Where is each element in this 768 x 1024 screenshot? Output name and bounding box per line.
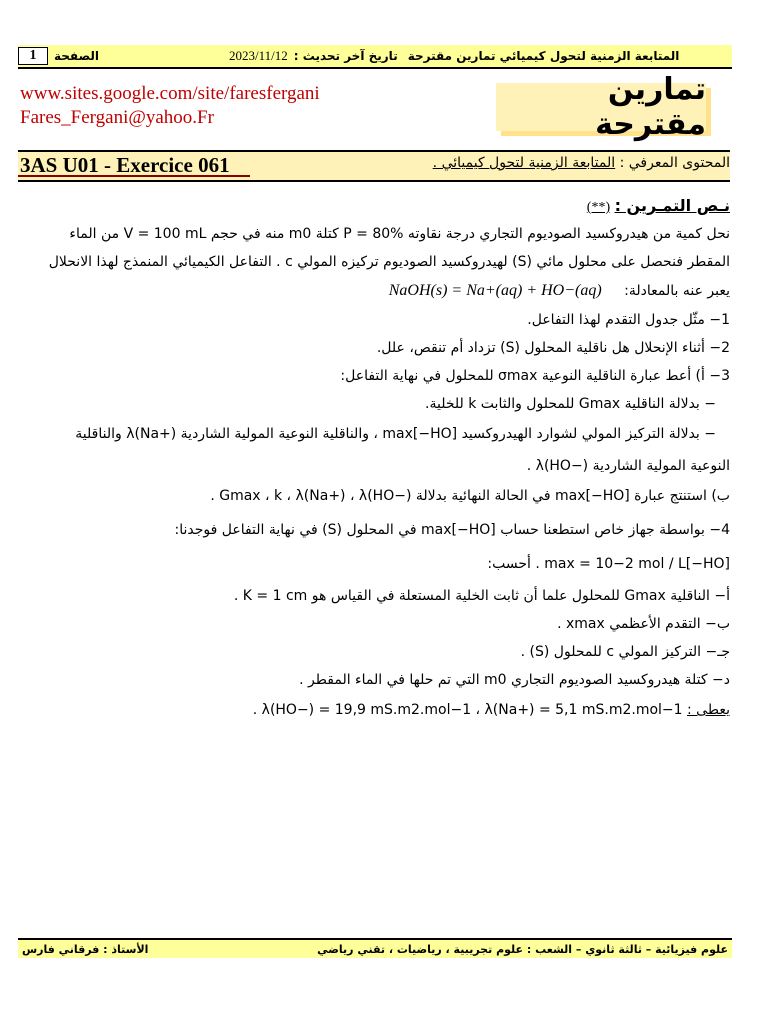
question-4c: جـ− التركيز المولي c للمحلول (S) . — [520, 644, 730, 660]
question-4: 4− بواسطة جهاز خاص استطعنا حساب [HO−]max في المحلول (S) في نهاية التفاعل فوجدنا: — [174, 522, 730, 538]
paragraph-2: المقطر فنحصل على محلول مائي (S) لهيدروكسيد الصوديوم تركيزه المولي c . التفاعل الكيميائي المنمذج لهذا الانحلال — [48, 254, 730, 270]
question-1: 1− مثّل جدول التقدم لهذا التفاعل. — [527, 312, 730, 328]
page-title: تمارين مقترحة — [496, 83, 706, 131]
exercise-content — [433, 155, 730, 171]
equation-intro: يعبر عنه بالمعادلة: — [624, 283, 730, 299]
exercise-bar — [18, 150, 730, 182]
question-4-value: [HO−]max = 10−2 mol / L . أحسب: — [487, 556, 730, 572]
email-link[interactable]: Fares_Fergani@yahoo.Fr — [20, 107, 214, 128]
question-2: 2− أثناء الإنحلال هل ناقلية المحلول (S) تزداد أم تنقص، علل. — [376, 340, 730, 356]
statement-heading-line — [587, 196, 730, 216]
contact-block — [20, 82, 320, 130]
page-indicator — [18, 47, 99, 65]
footer-bar — [18, 938, 732, 958]
content-label: المحتوى المعرفي : — [619, 155, 730, 171]
difficulty: (**) — [586, 200, 611, 215]
given-label: يعطى : — [687, 702, 730, 718]
page-number: 1 — [18, 47, 48, 65]
question-3a: 3− أ) أعط عبارة الناقلية النوعية σmax للمحلول في نهاية التفاعل: — [340, 368, 730, 384]
page-label: الصفحة — [54, 49, 100, 63]
question-4b: ب− التقدم الأعظمي xmax . — [557, 616, 730, 632]
question-4a: أ− الناقلية Gmax للمحلول علما أن ثابت الخلية المستعلة في القياس هو K = 1 cm . — [233, 588, 730, 604]
content-value: المتابعة الزمنية لتحول كيميائي . — [432, 155, 616, 171]
question-3a-1: − بدلالة الناقلية Gmax للمحلول والثابت k للخلية. — [425, 396, 716, 412]
question-3b: ب) استنتج عبارة [HO−]max في الحالة النهائية بدلالة Gmax ، k ، λ(Na+) ، λ(HO−) . — [210, 488, 730, 504]
paragraph-3 — [389, 282, 730, 300]
exercise-id-underline — [18, 175, 250, 177]
paragraph-1: نحل كمية من هيدروكسيد الصوديوم التجاري درجة نقاوته P = 80% كتلة m0 منه في حجم V = 100 mL من الماء — [69, 226, 730, 242]
exercise-id: 3AS U01 - Exercice 061 — [20, 153, 230, 177]
header-topic: المتابعة الزمنية لتحول كيميائي تمارين مقترحة — [407, 49, 680, 63]
header-bar — [18, 45, 732, 69]
footer-author: الأستاذ : فرقاني فارس — [22, 942, 149, 956]
update-label: تاريخ آخر تحديث : — [293, 49, 398, 63]
question-3a-2: − بدلالة التركيز المولي لشوارد الهيدروكسيد [HO−]max ، والناقلية النوعية المولية الشاردية λ(Na+) والناقلية — [75, 426, 716, 442]
question-3a-2b: النوعية المولية الشاردية λ(HO−) . — [526, 458, 730, 474]
equation: NaOH(s) = Na+(aq) + HO−(aq) — [388, 282, 602, 299]
website-link[interactable]: www.sites.google.com/site/faresfergani — [20, 83, 320, 104]
statement-heading: نـص التمـرين : — [614, 196, 730, 215]
given-text: λ(HO−) = 19,9 mS.m2.mol−1 ، λ(Na+) = 5,1 mS.m2.mol−1 . — [252, 702, 683, 718]
question-4d: د− كتلة هيدروكسيد الصوديوم التجاري m0 التي تم حلها في الماء المقطر . — [299, 672, 730, 688]
footer-subject: علوم فيزيائية – ثالثة ثانوي – الشعب : علوم تجريبية ، رياضيات ، تقني رياضي — [317, 942, 728, 956]
given-values — [253, 702, 730, 718]
update-date: 2023/11/12 — [229, 48, 288, 63]
